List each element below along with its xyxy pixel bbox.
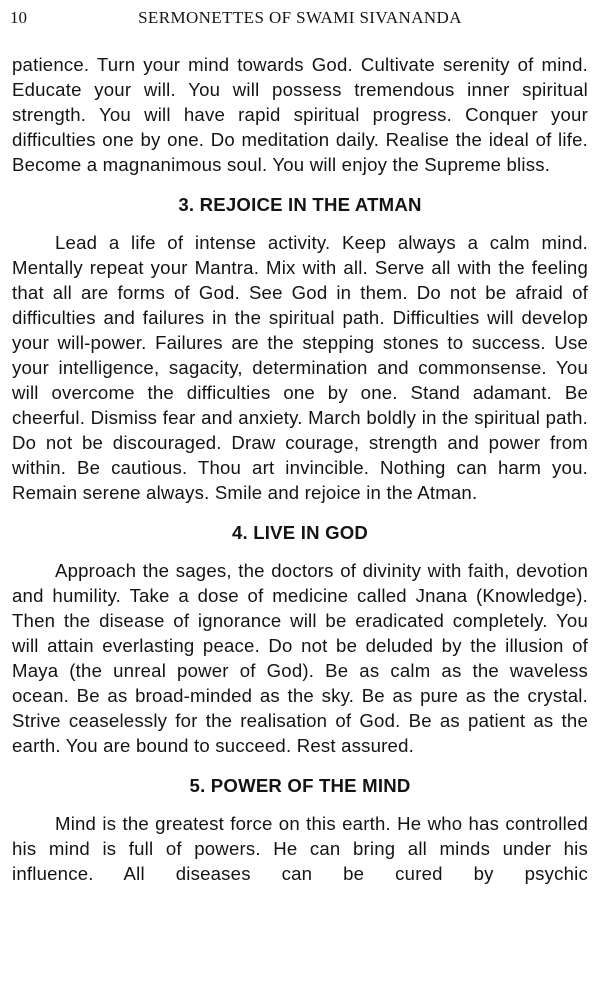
section-heading-power-of-the-mind: 5. POWER OF THE MIND bbox=[189, 775, 411, 796]
section-paragraph-rejoice-in-the-atman: Lead a life of intense activity. Keep always a calm mind. Mentally repeat your Mantra. Mix with all. Serve all with the feeling that all are forms of God. See God in them. Do not be afraid of difficulties and failures in the spiritual path. Difficulties will develop your will-power. Failures are the stepping stones to success. Use your intelligence, sagacity, determination and commonsense. You will overcome the difficulties one by one. Stand adamant. Be cheerful. Dismiss fear and anxiety. March boldly in the spiritual path. Do not be discouraged. Draw courage, strength and power from within. Be cautious. Thou art invincible. Nothing can harm you. Remain serene always. Smile and rejoice in the Atman. bbox=[12, 232, 588, 503]
section-heading-live-in-god: 4. LIVE IN GOD bbox=[231, 522, 369, 543]
intro-paragraph: patience. Turn your mind towards God. Cultivate serenity of mind. Educate your will. You will possess tremendous inner spiritual strength. You will have rapid spiritual progress. Conquer your difficulties one by one. Do meditation daily. Realise the ideal of life. Become a magnanimous soul. You will enjoy the Supreme bliss. bbox=[12, 54, 588, 175]
section-heading-rejoice-in-the-atman: 3. REJOICE IN THE ATMAN bbox=[178, 194, 422, 215]
page-number: 10 bbox=[10, 8, 27, 27]
section-paragraph-power-of-the-mind: Mind is the greatest force on this earth. He who has controlled his mind is full of powers. He can bring all minds under his influence. All diseases can be cured by psychic bbox=[12, 813, 588, 884]
section-paragraph-live-in-god: Approach the sages, the doctors of divinity with faith, devotion and humility. Take a dose of medicine called Jnana (Knowledge). Then the disease of ignorance will be eradicated completely. You will attain everlasting peace. Do not be deluded by the illusion of Maya (the unreal power of God). Be as calm as the waveless ocean. Be as broad-minded as the sky. Be as pure as the crystal. Strive ceaselessly for the realisation of God. Be as patient as the earth. You are bound to succeed. Rest assured. bbox=[12, 560, 588, 756]
running-title: SERMONETTES OF SWAMI SIVANANDA bbox=[138, 8, 462, 27]
page-body bbox=[12, 52, 588, 886]
running-header bbox=[10, 6, 590, 30]
